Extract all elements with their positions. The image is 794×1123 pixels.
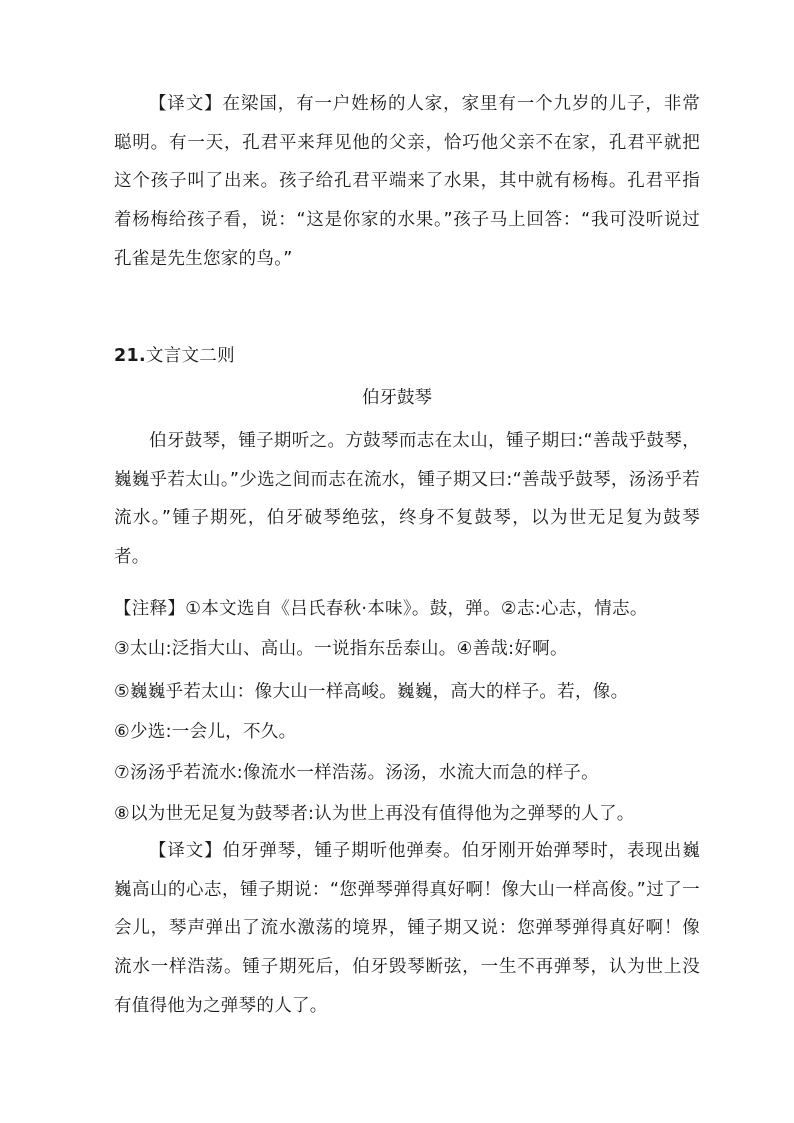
section-heading-text: 文言文二则: [145, 346, 235, 366]
original-text-paragraph: 伯牙鼓琴，锺子期听之。方鼓琴而志在太山，锺子期曰:“善哉乎鼓琴，巍巍乎若太山。”少选之间而志在流水，锺子期又曰:“善哉乎鼓琴，汤汤乎若流水。”锺子期死，伯牙破琴绝弦，终身不复鼓琴，以为世无足复为鼓琴者。: [114, 431, 700, 568]
translation-paragraph-1: 【译文】在梁国，有一户姓杨的人家，家里有一个九岁的儿子，非常聪明。有一天，孔君平来拜见他的父亲，恰巧他父亲不在家，孔君平就把这个孩子叫了出来。孩子给孔君平端来了水果，其中就有杨梅。孔君平指着杨梅给孩子看，说：“这是你家的水果。”孩子马上回答：“我可没听说过孔雀是先生您家的鸟。”: [114, 94, 700, 269]
section-number: 21.: [114, 346, 146, 366]
note-line-6: ⑧以为世无足复为鼓琴者:认为世上再没有值得他为之弹琴的人了。: [114, 804, 635, 824]
note-line-2: ③太山:泛指大山、高山。一说指东岳泰山。④善哉:好啊。: [114, 639, 568, 659]
note-line-3: ⑤巍巍乎若太山：像大山一样高峻。巍巍，高大的样子。若，像。: [114, 682, 629, 702]
note-line-4: ⑥少选:一会儿，不久。: [114, 722, 297, 742]
note-line-1: 【注释】①本文选自《吕氏春秋·本味》。鼓，弹。②志:心志，情志。: [114, 599, 648, 619]
note-line-5: ⑦汤汤乎若流水:像流水一样浩荡。汤汤，水流大而急的样子。: [114, 763, 599, 783]
section-heading: [114, 342, 700, 367]
text-title: 伯牙鼓琴: [362, 388, 432, 408]
translation-paragraph-2: 【译文】伯牙弹琴，锺子期听他弹奏。伯牙刚开始弹琴时，表现出巍巍高山的心志，锺子期说：“您弹琴弹得真好啊！像大山一样高俊。”过了一会儿，琴声弹出了流水激荡的境界，锺子期又说：您弹琴弹得真好啊！像流水一样浩荡。锺子期死后，伯牙毁琴断弦，一生不再弹琴，认为世上没有值得他为之弹琴的人了。: [114, 841, 700, 1016]
